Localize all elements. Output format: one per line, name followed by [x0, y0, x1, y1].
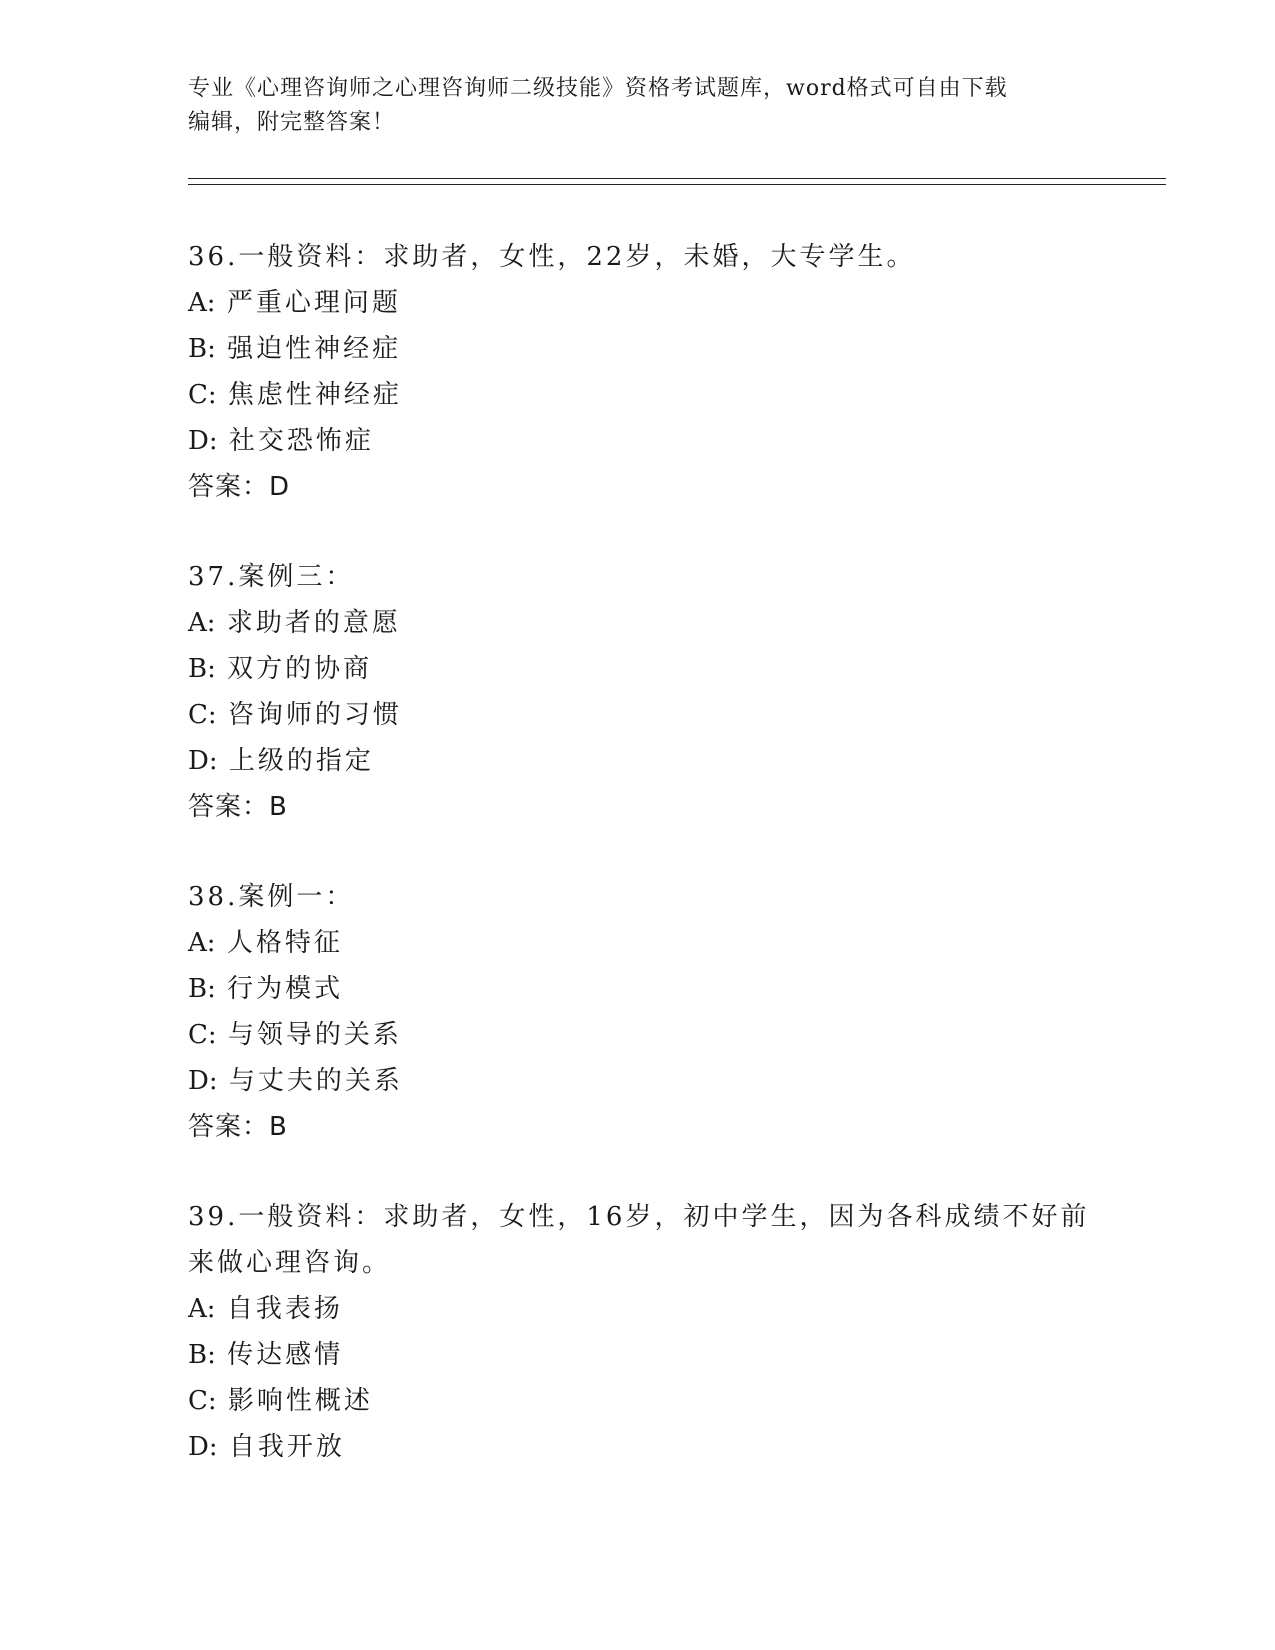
option-text: 社交恐怖症: [228, 426, 374, 456]
option-label: A:: [188, 288, 216, 318]
question-text: 一般资料：求助者，女性，22岁，未婚，大专学生。: [238, 242, 916, 272]
question-number: 39.: [188, 1202, 239, 1232]
option-label: B:: [188, 1340, 216, 1370]
answer-line: 答案：B: [188, 792, 288, 822]
option-text: 人格特征: [226, 928, 343, 958]
option-label: A:: [188, 928, 216, 958]
answer-line: 答案：B: [188, 1112, 288, 1142]
option-text: 双方的协商: [227, 654, 373, 684]
option-label: B:: [188, 974, 216, 1004]
header-line-1: 专业《心理咨询师之心理咨询师二级技能》资格考试题库，word格式可自由下载: [188, 76, 1008, 101]
question-36: [188, 234, 1108, 510]
question-text: 案例三：: [238, 562, 355, 592]
option-text: 自我表扬: [226, 1294, 343, 1324]
option-text: 强迫性神经症: [227, 334, 402, 364]
option-b: [188, 326, 1108, 372]
option-d: [188, 418, 1108, 464]
option-label: C:: [188, 1020, 217, 1050]
option-text: 影响性概述: [227, 1386, 373, 1416]
answer-line: 答案：D: [188, 472, 291, 502]
option-label: C:: [188, 1386, 217, 1416]
option-text: 与领导的关系: [227, 1020, 402, 1050]
question-text: 案例一：: [238, 882, 355, 912]
question-37: [188, 554, 1108, 830]
question-list: [188, 234, 1108, 1514]
option-label: D:: [188, 1432, 218, 1462]
option-text: 与丈夫的关系: [228, 1066, 403, 1096]
header-divider-bottom: [188, 184, 1166, 185]
option-c: [188, 1012, 1108, 1058]
question-number: 36.: [188, 242, 239, 272]
option-text: 自我开放: [228, 1432, 345, 1462]
option-label: A:: [188, 1294, 216, 1324]
option-a: [188, 280, 1108, 326]
question-39: [188, 1194, 1108, 1470]
option-label: C:: [188, 380, 217, 410]
option-label: D:: [188, 426, 218, 456]
question-stem: [188, 874, 1108, 920]
option-d: [188, 1058, 1108, 1104]
option-a: [188, 600, 1108, 646]
option-text: 求助者的意愿: [226, 608, 401, 638]
header-divider-top: [188, 178, 1166, 179]
question-number: 37.: [188, 562, 239, 592]
option-b: [188, 646, 1108, 692]
option-c: [188, 372, 1108, 418]
option-text: 咨询师的习惯: [227, 700, 402, 730]
option-text: 上级的指定: [228, 746, 374, 776]
option-label: A:: [188, 608, 216, 638]
option-a: [188, 1286, 1108, 1332]
option-label: C:: [188, 700, 217, 730]
option-b: [188, 1332, 1108, 1378]
question-number: 38.: [188, 882, 239, 912]
option-b: [188, 966, 1108, 1012]
question-stem: [188, 1194, 1108, 1286]
option-a: [188, 920, 1108, 966]
option-text: 传达感情: [227, 1340, 344, 1370]
option-text: 焦虑性神经症: [227, 380, 402, 410]
option-label: D:: [188, 746, 218, 776]
question-stem: [188, 554, 1108, 600]
option-c: [188, 1378, 1108, 1424]
option-d: [188, 1424, 1108, 1470]
question-38: [188, 874, 1108, 1150]
option-label: D:: [188, 1066, 218, 1096]
option-text: 行为模式: [227, 974, 344, 1004]
option-label: B:: [188, 654, 216, 684]
question-text: 一般资料：求助者，女性，16岁，初中学生，因为各科成绩不好前来做心理咨询。: [188, 1202, 1090, 1278]
option-label: B:: [188, 334, 216, 364]
question-stem: [188, 234, 1108, 280]
document-header: [188, 72, 1068, 140]
option-d: [188, 738, 1108, 784]
option-c: [188, 692, 1108, 738]
option-text: 严重心理问题: [226, 288, 401, 318]
header-line-2: 编辑，附完整答案！: [188, 110, 396, 135]
